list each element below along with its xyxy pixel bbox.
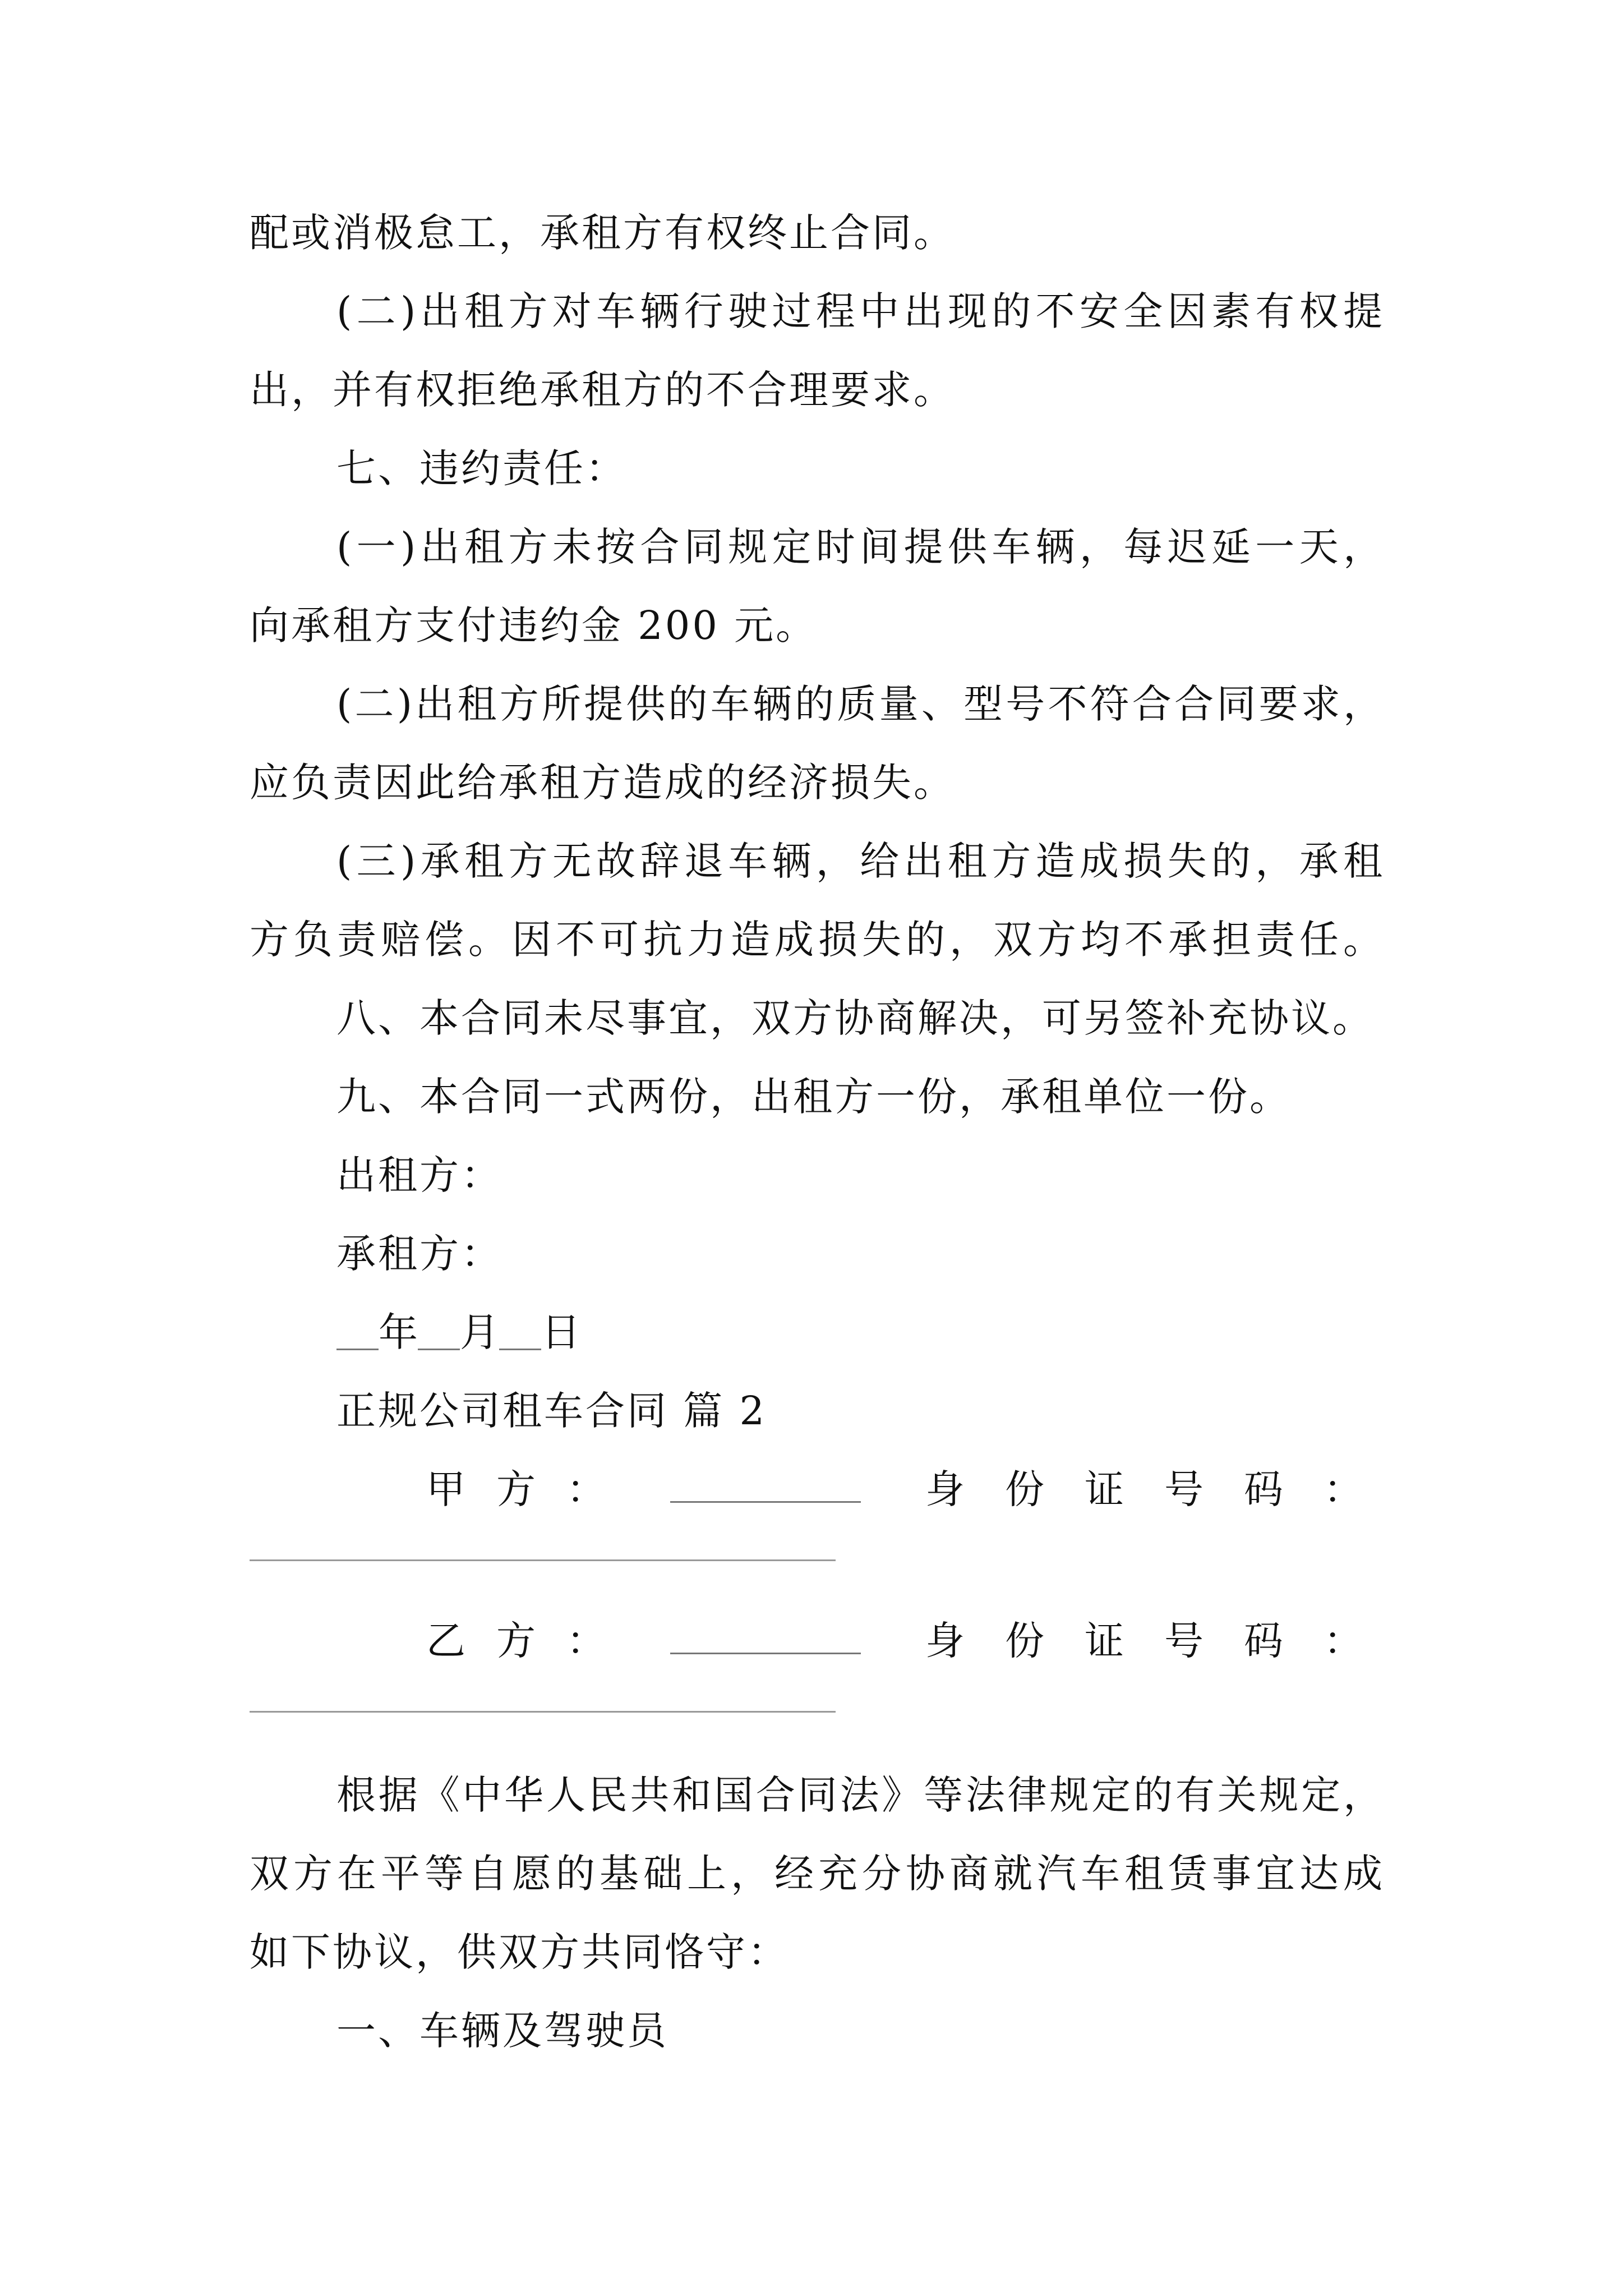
section-heading: 七、违约责任： xyxy=(336,445,627,491)
date-day: 日 xyxy=(541,1309,580,1355)
intro-line: 根据《中华人民共和国合同法》等法律规定的有关规定， xyxy=(336,1772,1382,1818)
text-line: (一)出租方未按合同规定时间提供车辆，每迟延一天， xyxy=(336,524,1382,570)
party-b-id-blank xyxy=(250,1711,836,1713)
text-line: 九、本合同一式两份，出租方一份，承租单位一份。 xyxy=(336,1074,1291,1120)
party-a-id-blank xyxy=(250,1559,836,1561)
intro-line: 双方在平等自愿的基础上，经充分协商就汽车租赁事宜达成 xyxy=(250,1851,1382,1897)
blank-field xyxy=(418,1349,460,1350)
party-a-row xyxy=(426,1461,1363,1517)
text-line: 配或消极怠工，承租方有权终止合同。 xyxy=(250,210,955,256)
lessee-label: 承租方： xyxy=(336,1231,502,1277)
text-line: (二)出租方对车辆行驶过程中出现的不安全因素有权提 xyxy=(336,288,1382,334)
party-a-id-label: 身 份 证 号 码 ： xyxy=(925,1466,1363,1512)
text-line: 方负责赔偿。因不可抗力造成损失的，双方均不承担责任。 xyxy=(250,917,1382,963)
blank-field xyxy=(499,1349,541,1350)
text-line: 八、本合同未尽事宜，双方协商解决，可另签补充协议。 xyxy=(336,995,1374,1041)
party-b-label: 乙 方 ： xyxy=(426,1618,606,1664)
contract-title: 正规公司租车合同 篇 2 xyxy=(336,1388,767,1434)
text-line: 出，并有权拒绝承租方的不合理要求。 xyxy=(250,367,955,413)
text-line: (三)承租方无故辞退车辆，给出租方造成损失的，承租 xyxy=(336,838,1382,884)
section-heading: 一、车辆及驾驶员 xyxy=(336,2008,668,2054)
party-b-id-label: 身 份 证 号 码 ： xyxy=(925,1618,1363,1664)
party-a-name-blank xyxy=(670,1501,861,1503)
text-line: 向承租方支付违约金 200 元。 xyxy=(250,602,818,648)
party-b-row xyxy=(426,1613,1363,1669)
date-month: 月 xyxy=(460,1309,499,1355)
text-line: 应负责因此给承租方造成的经济损失。 xyxy=(250,760,955,806)
party-b-name-blank xyxy=(670,1653,861,1654)
date-year: 年 xyxy=(379,1309,418,1355)
intro-line: 如下协议，供双方共同恪守： xyxy=(250,1929,789,1975)
text-line: (二)出租方所提供的车辆的质量、型号不符合合同要求， xyxy=(336,681,1382,727)
date-line xyxy=(336,1304,580,1360)
party-a-label: 甲 方 ： xyxy=(426,1466,606,1512)
lessor-label: 出租方： xyxy=(336,1152,502,1198)
blank-field xyxy=(336,1349,379,1350)
